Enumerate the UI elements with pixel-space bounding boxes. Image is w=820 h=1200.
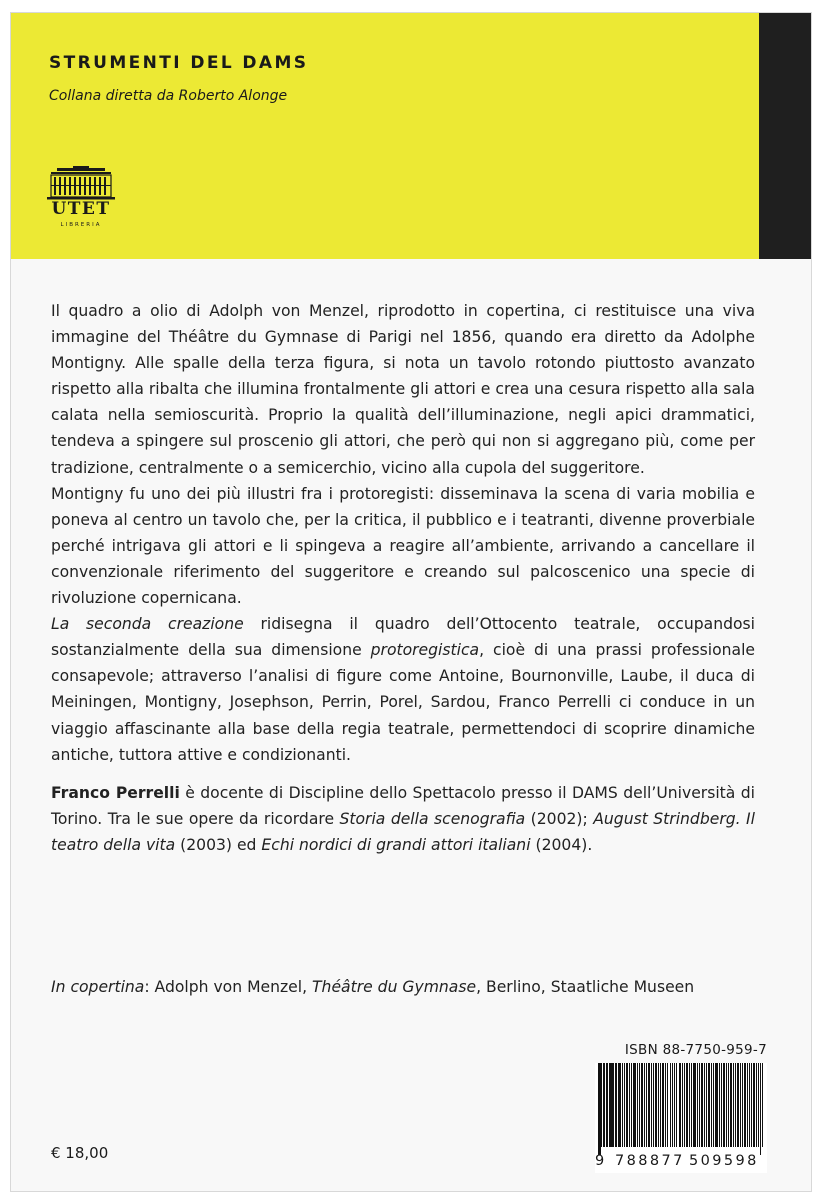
barcode-bar	[723, 1063, 725, 1147]
barcode-bar	[711, 1063, 712, 1147]
publisher-logo	[45, 166, 125, 238]
barcode-bar	[600, 1063, 601, 1155]
barcode-bar	[624, 1063, 625, 1147]
barcode-bar	[699, 1063, 700, 1147]
barcode-bar	[615, 1063, 616, 1147]
barcode-bar	[715, 1063, 718, 1147]
barcode-left-digits: 788877	[615, 1153, 685, 1169]
series-band	[11, 13, 811, 259]
barcode-bar	[697, 1063, 698, 1147]
barcode-bar	[626, 1063, 628, 1147]
blurb-text	[51, 298, 755, 858]
barcode-bar	[749, 1063, 750, 1147]
barcode-bar	[622, 1063, 623, 1147]
barcode-bar	[672, 1063, 673, 1147]
barcode-bar	[603, 1063, 605, 1147]
barcode-bar	[629, 1063, 630, 1147]
barcode-bar	[684, 1063, 685, 1147]
barcode-bar	[744, 1063, 746, 1147]
blurb-paragraph-3-b: , cioè di una prassi professionale consapevole; attraverso l’analisi di figure come Antoine, Bournonville, Laube, il duca di Meiningen, Montigny, Josephson, Perrin, Porel, Sardou, Franco Perrelli ci conduce in un viaggio affascinante alla base della regia teatrale, permettendoci di scoprire dinamiche antiche, tuttora attive e condizionanti.	[51, 641, 755, 764]
barcode-bar	[693, 1063, 696, 1147]
barcode-bar	[619, 1063, 621, 1147]
barcode-bar	[648, 1063, 650, 1147]
barcode-bar	[611, 1063, 614, 1147]
barcode-bar	[713, 1063, 714, 1147]
barcode-bar	[728, 1063, 729, 1147]
barcode-bar	[607, 1063, 608, 1147]
barcode-bar	[667, 1063, 668, 1147]
barcode-bar	[735, 1063, 736, 1147]
barcode-bar	[726, 1063, 727, 1147]
spine-edge	[759, 13, 811, 259]
barcode-bar	[609, 1063, 611, 1147]
barcode-bar	[662, 1063, 664, 1147]
barcode-bar	[686, 1063, 688, 1147]
barcode-bar	[660, 1063, 661, 1147]
barcode-bar	[637, 1063, 638, 1147]
barcode-bar	[631, 1063, 632, 1147]
barcode-bar	[646, 1063, 647, 1147]
barcode-bar	[742, 1063, 743, 1147]
barcode-bar	[737, 1063, 739, 1147]
author-bio	[51, 780, 755, 858]
barcode-bar	[730, 1063, 732, 1147]
barcode-right-digits: 509598	[689, 1153, 759, 1169]
barcode-bar	[670, 1063, 671, 1147]
barcode-bar	[756, 1063, 757, 1147]
key-term: protoregistica	[370, 641, 480, 660]
cover-credit-painting: Théâtre du Gymnase	[312, 978, 477, 996]
cover-credit-label: In copertina	[51, 978, 145, 996]
barcode-bar	[708, 1063, 710, 1147]
book-title: La seconda creazione	[51, 615, 244, 634]
barcode-bar	[644, 1063, 645, 1147]
barcode-bar	[598, 1063, 600, 1155]
cover-credit-a: : Adolph von Menzel,	[144, 978, 313, 996]
barcode-bar	[679, 1063, 681, 1147]
publisher-logo-word: UTET	[51, 199, 111, 219]
author-bio-c: (2003) ed	[175, 835, 262, 854]
barcode-first-digit: 9	[595, 1153, 607, 1169]
barcode	[595, 1063, 767, 1173]
barcode-bar	[706, 1063, 707, 1147]
author-name: Franco Perrelli	[51, 783, 180, 802]
barcode-bar	[616, 1063, 617, 1147]
series-title: STRUMENTI DEL DAMS	[49, 53, 309, 73]
barcode-bar	[691, 1063, 692, 1147]
barcode-bar	[653, 1063, 654, 1147]
barcode-bar	[606, 1063, 607, 1147]
blurb-paragraph-3	[51, 611, 755, 768]
blurb-paragraph-3-a: ridisegna il quadro dell’Ottocento teatrale, occupandosi sostanzialmente della sua dimensione	[51, 615, 755, 660]
book-back-cover	[10, 12, 812, 1192]
barcode-bar	[674, 1063, 675, 1147]
author-work-3: Echi nordici di grandi attori italiani	[261, 835, 531, 854]
barcode-bar	[701, 1063, 703, 1147]
barcode-bar	[704, 1063, 705, 1147]
blurb-paragraph-1: Il quadro a olio di Adolph von Menzel, riprodotto in copertina, ci restituisce una viva immagine del Théâtre du Gymnase di Parigi nel 1856, quando era diretto da Adolphe Montigny. Alle spalle della terza figura, si nota un tavolo rotondo piuttosto avanzato rispetto alla ribalta che illumina frontalmente gli attori e crea una cesura rispetto alla sala calata nella semioscurità. Proprio la qualità dell’illuminazione, negli apici drammatici, tendeva a spingere sul proscenio gli attori, che però qui non si aggregano più, come per tradizione, centralmente o a semicerchio, vicino alla cupola del suggeritore.	[51, 302, 755, 477]
barcode-bar	[751, 1063, 752, 1147]
barcode-bar	[733, 1063, 734, 1147]
author-bio-b: (2002);	[525, 809, 594, 828]
barcode-number	[595, 1153, 767, 1173]
barcode-bar	[689, 1063, 690, 1147]
barcode-bar	[639, 1063, 640, 1147]
barcode-bar	[758, 1063, 759, 1147]
barcode-bars	[595, 1063, 767, 1155]
publisher-logo-sub: LIBRERIA	[60, 222, 102, 228]
author-bio-d: (2004).	[530, 835, 593, 854]
barcode-bar	[762, 1063, 763, 1147]
barcode-bar	[753, 1063, 755, 1147]
isbn-text: ISBN 88-7750-959-7	[624, 1042, 767, 1058]
building-facade-icon	[45, 166, 117, 200]
barcode-bar	[651, 1063, 652, 1147]
barcode-bar	[682, 1063, 683, 1147]
cover-credit	[51, 978, 791, 996]
barcode-bar	[747, 1063, 748, 1147]
blurb-paragraph-2: Montigny fu uno dei più illustri fra i protoregisti: disseminava la scena di varia mobilia e poneva al centro un tavolo che, per la critica, il pubblico e i teatranti, divenne proverbiale perché intrigava gli attori e li spingeva a reagire all’ambiente, arrivando a cancellare il convenzionale riferimento del suggeritore e creando sul palcoscenico una specie di rivoluzione copernicana.	[51, 484, 755, 608]
cover-credit-b: , Berlino, Staatliche Museen	[476, 978, 695, 996]
series-editor: Collana diretta da Roberto Alonge	[49, 88, 288, 104]
author-bio-a: è docente di Discipline dello Spettacolo presso il DAMS dell’Università di Torino. Tra le sue opere da ricordare	[51, 783, 755, 828]
price: € 18,00	[51, 1144, 109, 1162]
barcode-bar	[601, 1063, 602, 1147]
author-work-1: Storia della scenografia	[339, 809, 526, 828]
author-work-2: August Strindberg. Il teatro della vita	[51, 809, 755, 854]
barcode-bar	[676, 1063, 677, 1147]
barcode-bar	[719, 1063, 720, 1147]
barcode-bar	[618, 1063, 619, 1147]
barcode-bar	[665, 1063, 666, 1147]
barcode-bar	[740, 1063, 741, 1147]
barcode-bar	[641, 1063, 643, 1147]
barcode-bar	[721, 1063, 722, 1147]
barcode-bar	[633, 1063, 636, 1147]
barcode-bar	[655, 1063, 657, 1147]
barcode-bar	[760, 1063, 761, 1155]
barcode-bar	[658, 1063, 659, 1147]
